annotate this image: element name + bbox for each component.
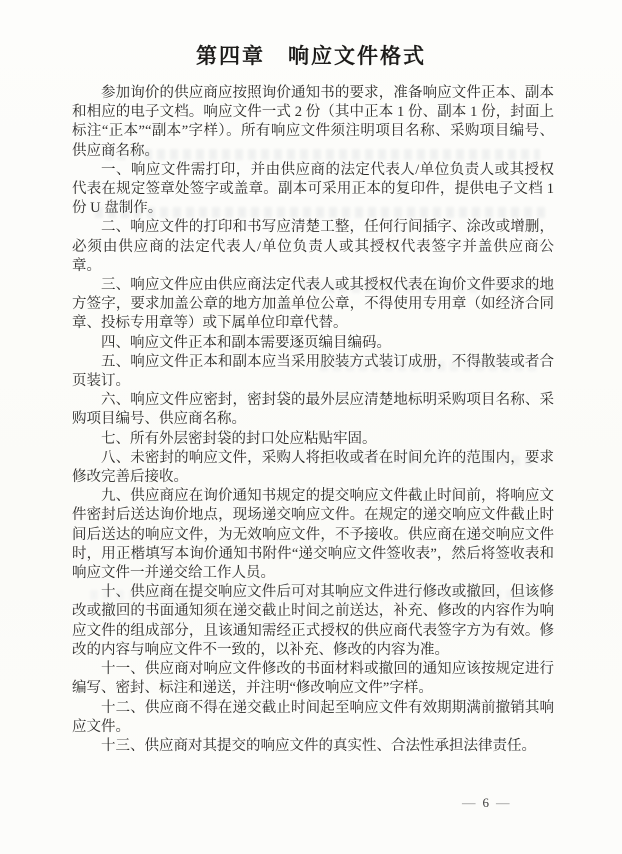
paragraph-item-12: 十二、供应商不得在递交截止时间起至响应文件有效期期满前撤销其响应文件。: [72, 699, 554, 735]
paragraph-item-8: 八、未密封的响应文件，采购人将拒收或者在时间允许的范围内，要求修改完善后接收。: [72, 449, 554, 486]
paragraph-item-1: 一、响应文件需打印，并由供应商的法定代表人/单位负责人或其授权代表在规定签章处签字或盖章。副本可采用正本的复印件，提供电子文档 1 份 U 盘制作。: [72, 161, 554, 217]
page-number: 6: [482, 795, 490, 810]
paragraph-item-2: 二、响应文件的打印和书写应清楚工整，任何行间插字、涂改或增删，必须由供应商的法定代表人/单位负责人或其授权代表签字并盖供应商公章。: [72, 219, 554, 274]
paragraph-item-13: 十三、供应商对其提交的响应文件的真实性、合法性承担法律责任。: [101, 737, 536, 754]
paragraph-item-7: 七、所有外层密封袋的封口处应粘贴牢固。: [101, 430, 377, 447]
paragraph-item-11: 十一、供应商对响应文件修改的书面材料或撤回的通知应该按规定进行编写、密封、标注和递送，并注明“修改响应文件”字样。: [72, 661, 554, 697]
paragraph-item-5: 五、响应文件正本和副本应当采用胶装方式装订成册，不得散装或者合页装订。: [72, 353, 554, 390]
page-footer: [462, 795, 511, 811]
paragraph-item-4: 四、响应文件正本和副本需要逐页编目编码。: [101, 334, 391, 351]
paragraph-item-9: 九、供应商应在询价通知书规定的提交响应文件截止时间前，将响应文件密封后送达询价地点，现场递交响应文件。在规定的递交响应文件截止时间后送达的响应文件，为无效响应文件，不予接收。供应商在递交响应文件时，用正楷填写本询价通知书附件“递交响应文件签收表”，然后将签收表和响应文件一并递交给工作人员。: [72, 488, 554, 582]
footer-dash-left: —: [462, 795, 477, 810]
paragraph-intro: 参加询价的供应商应按照询价通知书的要求，准备响应文件正本、副本和相应的电子文档。响应文件一式 2 份（其中正本 1 份、副本 1 份，封面上标注“正本”“副本”字样）。所有响应文件须注明项目名称、采购项目编号、供应商名称。: [72, 85, 554, 159]
paragraph-item-10: 十、供应商在提交响应文件后可对其响应文件进行修改或撤回，但该修改或撤回的书面通知须在递交截止时间之前送达，补充、修改的内容作为响应文件的组成部分，且该通知需经正式授权的供应商代表签字方为有效。修改的内容与响应文件不一致的，以补充、修改的内容为准。: [72, 584, 554, 658]
chapter-title: 第四章 响应文件格式: [196, 44, 426, 68]
paragraph-item-3: 三、响应文件应由供应商法定代表人或其授权代表在询价文件要求的地方签字，要求加盖公章的地方加盖单位公章，不得使用专用章（如经济合同章、投标专用章等）或下属单位印章代替。: [72, 277, 554, 332]
document-body: [72, 84, 554, 756]
footer-dash-right: —: [496, 795, 511, 810]
paragraph-item-6: 六、响应文件应密封，密封袋的最外层应清楚地标明采购项目名称、采购项目编号、供应商名称。: [72, 392, 554, 428]
